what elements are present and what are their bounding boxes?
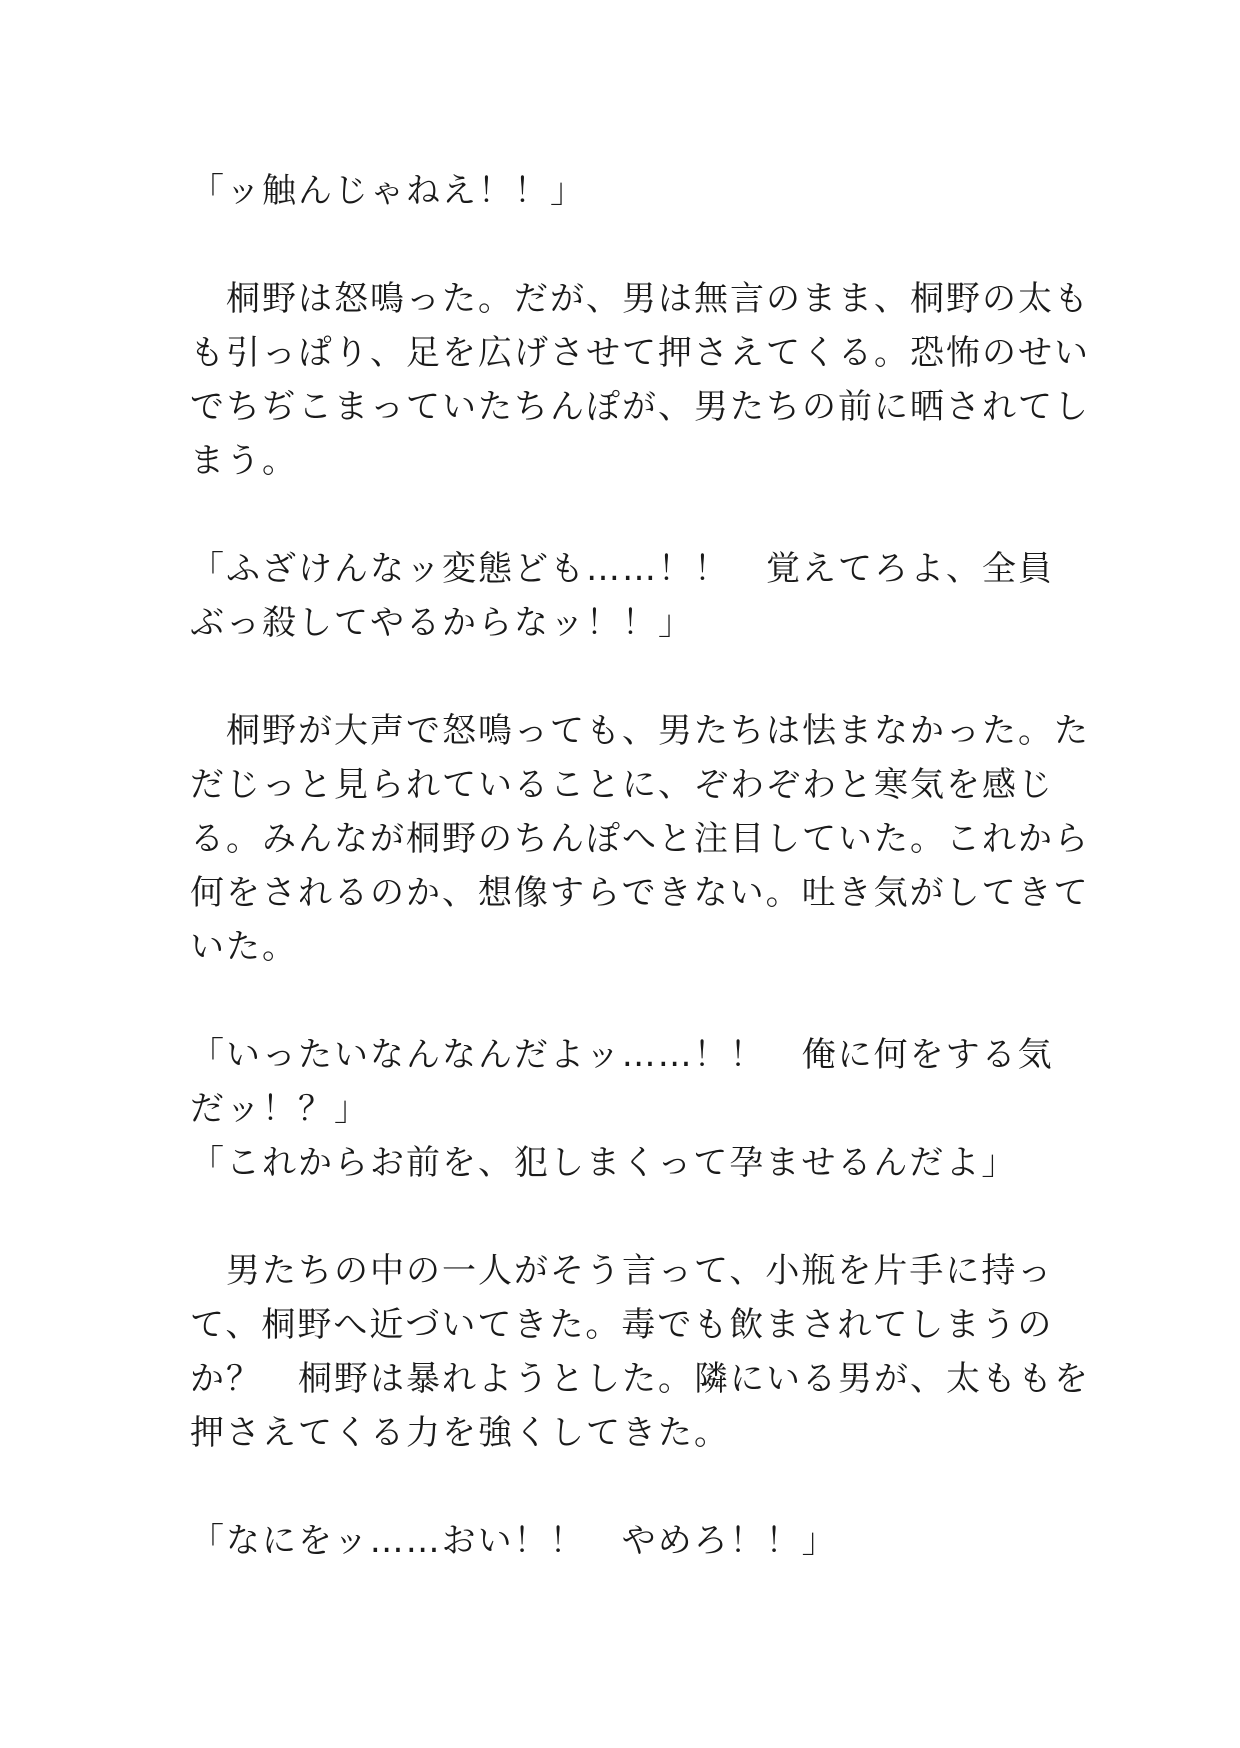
paragraph-gap <box>190 1460 1070 1514</box>
text-line: 「ッ触んじゃねえ！！」 <box>190 171 586 211</box>
text-line: 押さえてくる力を強くしてきた。 <box>190 1413 730 1453</box>
paragraph-gap <box>190 650 1070 704</box>
text-line: て、桐野へ近づいてきた。毒でも飲まされてしまうの <box>190 1305 1054 1345</box>
body-text <box>190 164 1090 1568</box>
text-line: 「いったいなんなんだよッ……！！ 俺に何をする気 <box>190 1035 1054 1075</box>
text-line: 「なにをッ……おい！！ やめろ！！」 <box>190 1521 838 1561</box>
text-line: でちぢこまっていたちんぽが、男たちの前に晒されてし <box>190 387 1090 427</box>
text-line: まう。 <box>190 441 298 481</box>
text-line: 「ふざけんなッ変態ども……！！ 覚えてろよ、全員 <box>190 549 1054 589</box>
text-line: 桐野が大声で怒鳴っても、男たちは怯まなかった。た <box>190 711 1090 751</box>
text-line: る。みんなが桐野のちんぽへと注目していた。これから <box>190 819 1090 859</box>
paragraph-gap <box>190 218 1070 272</box>
text-line: 「これからお前を、犯しまくって孕ませるんだよ」 <box>190 1143 1018 1183</box>
text-line: だッ！？」 <box>190 1089 370 1129</box>
text-line: 男たちの中の一人がそう言って、小瓶を片手に持っ <box>190 1251 1054 1291</box>
text-line: いた。 <box>190 927 298 967</box>
paragraph-gap <box>190 488 1070 542</box>
text-line: 桐野は怒鳴った。だが、男は無言のまま、桐野の太も <box>190 279 1090 319</box>
paragraph-gap <box>190 974 1070 1028</box>
paragraph-gap <box>190 1190 1070 1244</box>
text-line: 何をされるのか、想像すらできない。吐き気がしてきて <box>190 873 1090 913</box>
text-line: も引っぱり、足を広げさせて押さえてくる。恐怖のせい <box>190 333 1090 373</box>
text-line: ぶっ殺してやるからなッ！！」 <box>190 603 694 643</box>
text-line: だじっと見られていることに、ぞわぞわと寒気を感じ <box>190 765 1054 805</box>
text-line: か？ 桐野は暴れようとした。隣にいる男が、太ももを <box>190 1359 1090 1399</box>
